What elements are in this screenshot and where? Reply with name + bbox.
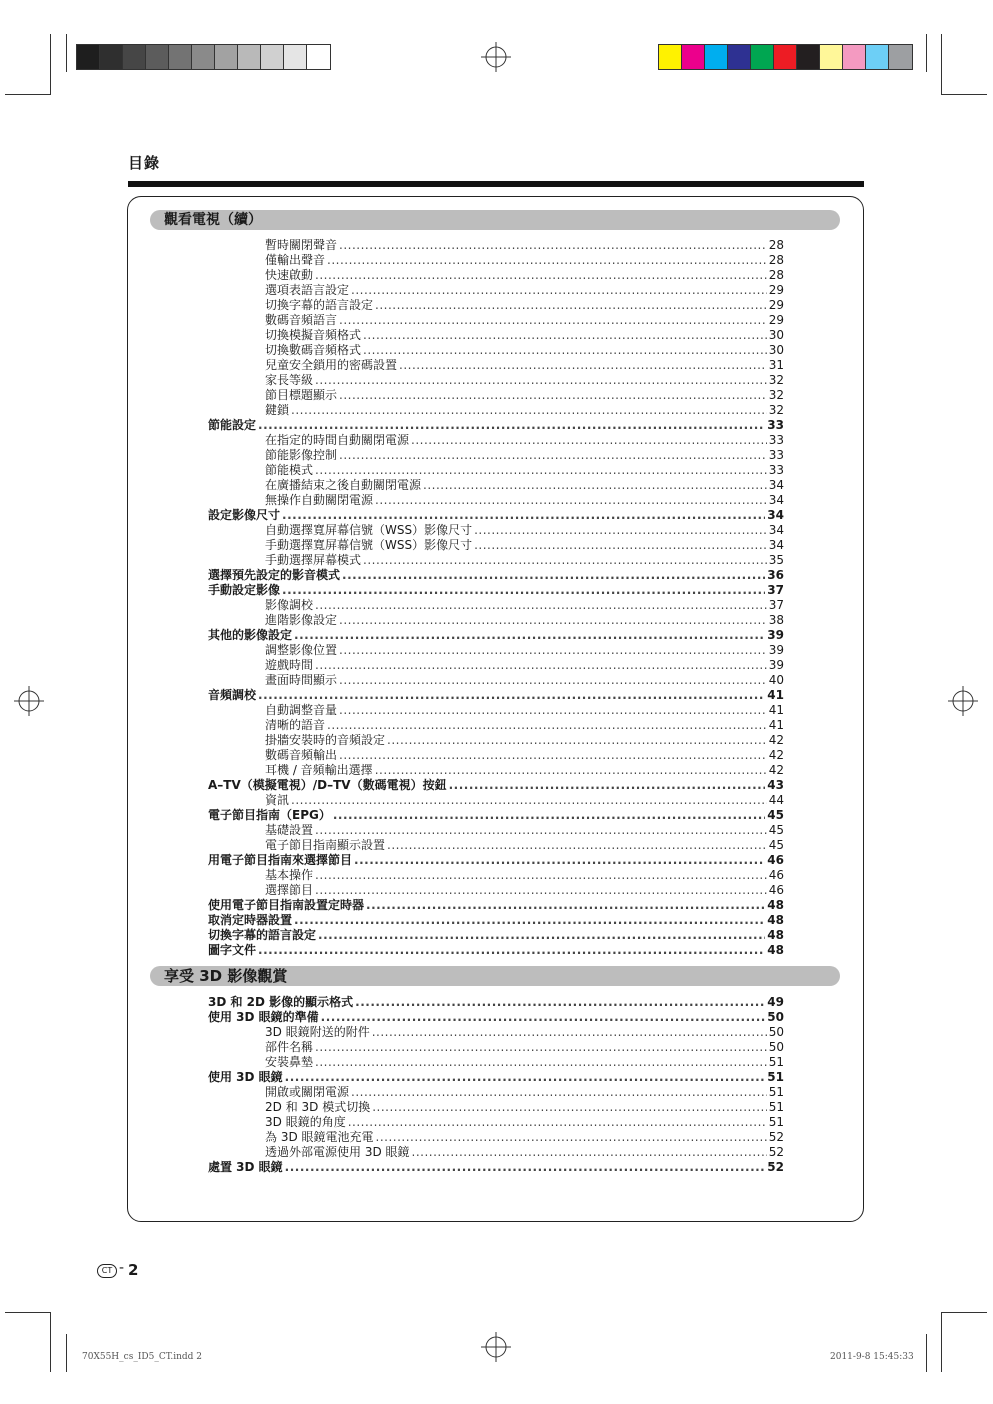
toc-entry-title: 切換字幕的語言設定 bbox=[208, 928, 317, 942]
dot-leader bbox=[342, 568, 765, 583]
toc-entry-page: 35 bbox=[768, 553, 784, 567]
crop-mark bbox=[50, 1312, 51, 1372]
crop-mark bbox=[50, 34, 51, 94]
dot-leader bbox=[315, 1040, 767, 1055]
toc-entry-title: 數碼音頻語言 bbox=[265, 313, 338, 327]
dot-leader bbox=[285, 1070, 766, 1085]
toc-entry[interactable] bbox=[208, 673, 784, 688]
toc-entry-page: 39 bbox=[767, 628, 784, 642]
toc-entry-page: 34 bbox=[768, 493, 784, 507]
toc-entry-title: 快速啟動 bbox=[265, 268, 314, 282]
toc-entry-page: 38 bbox=[768, 613, 784, 627]
dot-leader bbox=[339, 313, 767, 328]
toc-entry-page: 32 bbox=[768, 403, 784, 417]
toc-entry[interactable] bbox=[208, 403, 784, 418]
toc-entry[interactable] bbox=[208, 1160, 784, 1175]
dot-leader bbox=[387, 838, 767, 853]
section-header-3d bbox=[150, 966, 840, 986]
toc-entry[interactable] bbox=[208, 313, 784, 328]
toc-entry-title: 透過外部電源使用 3D 眼鏡 bbox=[265, 1145, 410, 1159]
color-swatch bbox=[774, 45, 797, 69]
toc-entry-title: 畫面時間顯示 bbox=[265, 673, 338, 687]
dot-leader bbox=[258, 943, 765, 958]
toc-entry[interactable] bbox=[208, 1115, 784, 1130]
toc-entry-title: 自動選擇寬屏幕信號（WSS）影像尺寸 bbox=[265, 523, 473, 537]
dot-leader bbox=[258, 418, 765, 433]
toc-entry-page: 41 bbox=[768, 718, 784, 732]
toc-entry[interactable] bbox=[208, 838, 784, 853]
heading-rule bbox=[128, 181, 864, 187]
toc-entry[interactable] bbox=[208, 643, 784, 658]
toc-entry-title: 無操作自動關閉電源 bbox=[265, 493, 374, 507]
toc-entry-title: 兒童安全鎖用的密碼設置 bbox=[265, 358, 398, 372]
toc-entry-page: 48 bbox=[767, 928, 784, 942]
crop-mark bbox=[5, 94, 51, 95]
toc-entry[interactable] bbox=[208, 328, 784, 343]
dot-leader bbox=[294, 913, 765, 928]
dot-leader bbox=[315, 268, 767, 283]
toc-entry[interactable] bbox=[208, 703, 784, 718]
color-swatch bbox=[705, 45, 728, 69]
toc-entry[interactable] bbox=[208, 373, 784, 388]
slug-filename: 70X55H_cs_ID5_CT.indd 2 bbox=[82, 1352, 203, 1362]
toc-entry-title: 3D 眼鏡的角度 bbox=[265, 1115, 346, 1129]
toc-entry[interactable] bbox=[208, 1100, 784, 1115]
toc-entry-title: A–TV（模擬電視）/D–TV（數碼電視）按鈕 bbox=[208, 778, 447, 792]
dot-leader bbox=[333, 808, 765, 823]
registration-mark-icon bbox=[948, 686, 978, 716]
color-swatch bbox=[146, 45, 169, 69]
toc-entry-title: 開啟或關閉電源 bbox=[265, 1085, 350, 1099]
toc-entry-title: 使用 3D 眼鏡的準備 bbox=[208, 1010, 319, 1024]
toc-entry[interactable] bbox=[208, 343, 784, 358]
dot-leader bbox=[339, 238, 767, 253]
color-swatch bbox=[192, 45, 215, 69]
toc-entry-title: 3D 眼鏡附送的附件 bbox=[265, 1025, 370, 1039]
toc-entry[interactable] bbox=[208, 733, 784, 748]
registration-mark-icon bbox=[481, 1332, 511, 1362]
dot-leader bbox=[399, 358, 767, 373]
page-number: 2 bbox=[128, 1261, 139, 1279]
toc-entry-title: 為 3D 眼鏡電池充電 bbox=[265, 1130, 374, 1144]
toc-entry[interactable] bbox=[208, 448, 784, 463]
color-swatch bbox=[307, 45, 330, 69]
section-title: 觀看電視（續） bbox=[164, 212, 262, 228]
toc-entry[interactable] bbox=[208, 628, 784, 643]
toc-entry-page: 39 bbox=[768, 643, 784, 657]
toc-entry[interactable] bbox=[208, 283, 784, 298]
toc-entry-page: 29 bbox=[768, 298, 784, 312]
color-swatch bbox=[284, 45, 307, 69]
dot-leader bbox=[351, 283, 767, 298]
toc-entry[interactable] bbox=[208, 943, 784, 958]
toc-entry-page: 42 bbox=[768, 748, 784, 762]
toc-entry[interactable] bbox=[208, 238, 784, 253]
dot-leader bbox=[375, 763, 767, 778]
toc-entry-title: 節能模式 bbox=[265, 463, 314, 477]
toc-entry-title: 其他的影像設定 bbox=[208, 628, 293, 642]
toc-entry[interactable] bbox=[208, 388, 784, 403]
dot-leader bbox=[294, 628, 765, 643]
dot-leader bbox=[354, 853, 765, 868]
dot-leader bbox=[321, 1010, 766, 1025]
toc-entry-title: 自動調整音量 bbox=[265, 703, 338, 717]
toc-entry-title: 2D 和 3D 模式切換 bbox=[265, 1100, 371, 1114]
toc-entry-title: 切換字幕的語言設定 bbox=[265, 298, 374, 312]
toc-entry-title: 圖字文件 bbox=[208, 943, 257, 957]
registration-mark-icon bbox=[481, 42, 511, 72]
dot-leader bbox=[372, 1025, 767, 1040]
toc-entry-page: 41 bbox=[768, 703, 784, 717]
toc-entry[interactable] bbox=[208, 763, 784, 778]
toc-entry[interactable] bbox=[208, 823, 784, 838]
color-swatch bbox=[100, 45, 123, 69]
toc-entry-title: 掛牆安裝時的音頻設定 bbox=[265, 733, 386, 747]
toc-entry-page: 37 bbox=[768, 598, 784, 612]
dot-leader bbox=[339, 613, 767, 628]
toc-entry-title: 在指定的時間自動關閉電源 bbox=[265, 433, 410, 447]
toc-entry-page: 49 bbox=[767, 995, 784, 1009]
dot-leader bbox=[412, 1145, 767, 1160]
toc-entry[interactable] bbox=[208, 253, 784, 268]
toc-entry[interactable] bbox=[208, 898, 784, 913]
color-swatch bbox=[261, 45, 284, 69]
toc-entry-title: 安裝鼻墊 bbox=[265, 1055, 314, 1069]
toc-entry-page: 39 bbox=[768, 658, 784, 672]
toc-entry-page: 28 bbox=[768, 238, 784, 252]
toc-entry[interactable] bbox=[208, 778, 784, 793]
toc-entry[interactable] bbox=[208, 523, 784, 538]
color-swatch bbox=[215, 45, 238, 69]
dot-leader bbox=[315, 823, 767, 838]
toc-entry-title: 處置 3D 眼鏡 bbox=[208, 1160, 283, 1174]
toc-entry-page: 36 bbox=[767, 568, 784, 582]
toc-entry-title: 進階影像設定 bbox=[265, 613, 338, 627]
toc-entry-title: 手動選擇屏幕模式 bbox=[265, 553, 362, 567]
dot-leader bbox=[366, 898, 765, 913]
toc-entry[interactable] bbox=[208, 748, 784, 763]
toc-entry[interactable] bbox=[208, 358, 784, 373]
toc-entry[interactable] bbox=[208, 508, 784, 523]
toc-entry-page: 37 bbox=[767, 583, 784, 597]
toc-entry-page: 34 bbox=[768, 478, 784, 492]
toc-entry[interactable] bbox=[208, 1130, 784, 1145]
dot-leader bbox=[339, 448, 767, 463]
toc-entry-page: 30 bbox=[768, 328, 784, 342]
color-swatch bbox=[866, 45, 889, 69]
toc-entry[interactable] bbox=[208, 598, 784, 613]
toc-entry-title: 調整影像位置 bbox=[265, 643, 338, 657]
toc-entry[interactable] bbox=[208, 928, 784, 943]
dot-leader bbox=[282, 583, 765, 598]
toc-entry[interactable] bbox=[208, 995, 784, 1010]
toc-entry-title: 節能影像控制 bbox=[265, 448, 338, 462]
dot-leader bbox=[387, 733, 767, 748]
dot-leader bbox=[315, 868, 767, 883]
dot-leader bbox=[375, 298, 767, 313]
toc-entry[interactable] bbox=[208, 493, 784, 508]
toc-entry-page: 31 bbox=[768, 358, 784, 372]
toc-entry[interactable] bbox=[208, 1055, 784, 1070]
toc-entry-page: 50 bbox=[767, 1010, 784, 1024]
toc-entry-page: 48 bbox=[767, 943, 784, 957]
toc-entry[interactable] bbox=[208, 658, 784, 673]
toc-entry-title: 在廣播結束之後自動關閉電源 bbox=[265, 478, 422, 492]
toc-entry-page: 30 bbox=[768, 343, 784, 357]
registration-mark-icon bbox=[14, 686, 44, 716]
toc-entry[interactable] bbox=[208, 613, 784, 628]
dot-leader bbox=[351, 1085, 767, 1100]
crop-mark bbox=[5, 1312, 51, 1313]
dot-leader bbox=[376, 1130, 767, 1145]
toc-entry-page: 33 bbox=[768, 463, 784, 477]
toc-entry-page: 45 bbox=[767, 808, 784, 822]
toc-entry[interactable] bbox=[208, 853, 784, 868]
toc-entry-page: 29 bbox=[768, 313, 784, 327]
dot-leader bbox=[291, 403, 767, 418]
dot-leader bbox=[315, 883, 767, 898]
slug-timestamp: 2011-9-8 15:45:33 bbox=[830, 1352, 914, 1362]
toc-entry-title: 手動設定影像 bbox=[208, 583, 281, 597]
toc-entry-title: 設定影像尺寸 bbox=[208, 508, 281, 522]
color-swatch bbox=[751, 45, 774, 69]
language-badge: CT bbox=[97, 1264, 117, 1278]
toc-entry[interactable] bbox=[208, 808, 784, 823]
toc-entry-title: 遊戲時間 bbox=[265, 658, 314, 672]
toc-entry-title: 選項表語言設定 bbox=[265, 283, 350, 297]
toc-entry[interactable] bbox=[208, 583, 784, 598]
crop-mark bbox=[941, 1312, 942, 1372]
toc-entry-page: 50 bbox=[768, 1025, 784, 1039]
toc-entry-page: 28 bbox=[768, 268, 784, 282]
dot-leader bbox=[315, 658, 767, 673]
dot-leader bbox=[282, 508, 765, 523]
toc-entry-page: 42 bbox=[768, 733, 784, 747]
toc-entry-page: 52 bbox=[767, 1160, 784, 1174]
toc-entry-title: 切換模擬音頻格式 bbox=[265, 328, 362, 342]
toc-entry-title: 部件名稱 bbox=[265, 1040, 314, 1054]
color-swatch bbox=[77, 45, 100, 69]
toc-entry-page: 50 bbox=[768, 1040, 784, 1054]
toc-entry-title: 影像調校 bbox=[265, 598, 314, 612]
toc-list-3d bbox=[208, 995, 784, 1175]
toc-entry-title: 使用 3D 眼鏡 bbox=[208, 1070, 283, 1084]
color-swatch bbox=[169, 45, 192, 69]
toc-entry[interactable] bbox=[208, 418, 784, 433]
toc-entry-title: 切換數碼音頻格式 bbox=[265, 343, 362, 357]
toc-entry-page: 52 bbox=[768, 1145, 784, 1159]
toc-entry[interactable] bbox=[208, 568, 784, 583]
dot-leader bbox=[449, 778, 766, 793]
process-color-bar bbox=[658, 44, 913, 70]
toc-entry-page: 32 bbox=[768, 388, 784, 402]
dot-leader bbox=[285, 1160, 766, 1175]
toc-entry[interactable] bbox=[208, 433, 784, 448]
toc-entry-title: 清晰的語音 bbox=[265, 718, 326, 732]
toc-entry-page: 48 bbox=[767, 913, 784, 927]
toc-entry-title: 手動選擇寬屏幕信號（WSS）影像尺寸 bbox=[265, 538, 473, 552]
dot-leader bbox=[315, 373, 767, 388]
crop-mark bbox=[941, 94, 987, 95]
crop-mark bbox=[926, 34, 927, 72]
crop-mark bbox=[66, 34, 67, 72]
toc-entry[interactable] bbox=[208, 868, 784, 883]
page-number-separator: - bbox=[119, 1260, 125, 1276]
toc-entry-page: 46 bbox=[767, 853, 784, 867]
dot-leader bbox=[339, 703, 767, 718]
toc-entry-page: 51 bbox=[768, 1055, 784, 1069]
toc-entry-title: 取消定時器設置 bbox=[208, 913, 293, 927]
toc-entry-title: 暫時關閉聲音 bbox=[265, 238, 338, 252]
toc-entry-page: 34 bbox=[768, 538, 784, 552]
crop-mark bbox=[66, 1334, 67, 1372]
section-header-watching-tv bbox=[150, 210, 840, 230]
toc-entry-page: 46 bbox=[768, 883, 784, 897]
toc-entry-page: 45 bbox=[768, 823, 784, 837]
color-swatch bbox=[659, 45, 682, 69]
toc-entry-title: 節能設定 bbox=[208, 418, 257, 432]
toc-entry-title: 電子節目指南（EPG） bbox=[208, 808, 331, 822]
toc-entry-title: 數碼音頻輸出 bbox=[265, 748, 338, 762]
toc-entry[interactable] bbox=[208, 913, 784, 928]
dot-leader bbox=[327, 718, 767, 733]
toc-entry-title: 3D 和 2D 影像的顯示格式 bbox=[208, 995, 354, 1009]
toc-entry-page: 43 bbox=[767, 778, 784, 792]
dot-leader bbox=[327, 253, 767, 268]
dot-leader bbox=[411, 433, 767, 448]
color-swatch bbox=[820, 45, 843, 69]
crop-mark bbox=[926, 1334, 927, 1372]
dot-leader bbox=[258, 688, 765, 703]
dot-leader bbox=[339, 673, 767, 688]
toc-entry-page: 33 bbox=[767, 418, 784, 432]
dot-leader bbox=[348, 1115, 767, 1130]
crop-mark bbox=[941, 34, 942, 94]
toc-entry-title: 選擇預先設定的影音模式 bbox=[208, 568, 341, 582]
toc-entry-page: 46 bbox=[768, 868, 784, 882]
toc-entry-page: 48 bbox=[767, 898, 784, 912]
color-swatch bbox=[797, 45, 820, 69]
toc-entry-page: 51 bbox=[768, 1085, 784, 1099]
toc-entry-title: 使用電子節目指南設置定時器 bbox=[208, 898, 365, 912]
toc-entry[interactable] bbox=[208, 718, 784, 733]
dot-leader bbox=[339, 643, 767, 658]
toc-entry[interactable] bbox=[208, 478, 784, 493]
toc-entry[interactable] bbox=[208, 298, 784, 313]
toc-entry-title: 耳機 / 音頻輸出選擇 bbox=[265, 763, 373, 777]
dot-leader bbox=[375, 493, 767, 508]
toc-entry[interactable] bbox=[208, 1085, 784, 1100]
dot-leader bbox=[315, 463, 767, 478]
toc-entry-title: 選擇節目 bbox=[265, 883, 314, 897]
toc-entry-page: 51 bbox=[768, 1100, 784, 1114]
toc-entry-title: 電子節目指南顯示設置 bbox=[265, 838, 386, 852]
gray-color-bar bbox=[76, 44, 331, 70]
toc-entry-page: 28 bbox=[768, 253, 784, 267]
toc-entry-page: 40 bbox=[768, 673, 784, 687]
toc-entry[interactable] bbox=[208, 793, 784, 808]
toc-entry-page: 51 bbox=[767, 1070, 784, 1084]
toc-entry-page: 52 bbox=[768, 1130, 784, 1144]
toc-entry-page: 29 bbox=[768, 283, 784, 297]
toc-entry-title: 家長等級 bbox=[265, 373, 314, 387]
toc-entry-title: 資訊 bbox=[265, 793, 290, 807]
dot-leader bbox=[372, 1100, 767, 1115]
toc-entry-page: 44 bbox=[768, 793, 784, 807]
toc-entry[interactable] bbox=[208, 553, 784, 568]
color-swatch bbox=[123, 45, 146, 69]
toc-list-watching-tv bbox=[208, 238, 784, 958]
dot-leader bbox=[318, 928, 765, 943]
toc-entry-page: 34 bbox=[768, 523, 784, 537]
dot-leader bbox=[363, 328, 767, 343]
toc-entry[interactable] bbox=[208, 1040, 784, 1055]
color-swatch bbox=[238, 45, 261, 69]
toc-entry-title: 節目標題顯示 bbox=[265, 388, 338, 402]
toc-entry-title: 音頻調校 bbox=[208, 688, 257, 702]
page-title: 目錄 bbox=[128, 154, 161, 172]
toc-entry-title: 用電子節目指南來選擇節目 bbox=[208, 853, 353, 867]
toc-entry-page: 32 bbox=[768, 373, 784, 387]
toc-entry[interactable] bbox=[208, 883, 784, 898]
toc-entry-page: 33 bbox=[768, 433, 784, 447]
color-swatch bbox=[889, 45, 912, 69]
toc-entry[interactable] bbox=[208, 1025, 784, 1040]
dot-leader bbox=[363, 343, 767, 358]
color-swatch bbox=[728, 45, 751, 69]
toc-entry[interactable] bbox=[208, 1145, 784, 1160]
toc-entry-page: 41 bbox=[767, 688, 784, 702]
toc-entry-title: 鍵鎖 bbox=[265, 403, 290, 417]
toc-entry-page: 33 bbox=[768, 448, 784, 462]
dot-leader bbox=[339, 748, 767, 763]
dot-leader bbox=[363, 553, 767, 568]
toc-entry-page: 45 bbox=[768, 838, 784, 852]
toc-entry[interactable] bbox=[208, 688, 784, 703]
toc-entry[interactable] bbox=[208, 268, 784, 283]
crop-mark bbox=[941, 1312, 987, 1313]
dot-leader bbox=[474, 538, 767, 553]
section-title: 享受 3D 影像觀賞 bbox=[164, 967, 288, 985]
toc-entry-title: 基礎設置 bbox=[265, 823, 314, 837]
dot-leader bbox=[423, 478, 767, 493]
dot-leader bbox=[315, 1055, 767, 1070]
toc-entry-page: 51 bbox=[768, 1115, 784, 1129]
dot-leader bbox=[291, 793, 767, 808]
color-swatch bbox=[682, 45, 705, 69]
toc-entry[interactable] bbox=[208, 1070, 784, 1085]
dot-leader bbox=[355, 995, 765, 1010]
toc-entry-title: 僅輸出聲音 bbox=[265, 253, 326, 267]
toc-entry-page: 42 bbox=[768, 763, 784, 777]
dot-leader bbox=[474, 523, 767, 538]
dot-leader bbox=[315, 598, 767, 613]
color-swatch bbox=[843, 45, 866, 69]
toc-entry[interactable] bbox=[208, 463, 784, 478]
toc-entry-page: 34 bbox=[767, 508, 784, 522]
toc-entry[interactable] bbox=[208, 1010, 784, 1025]
dot-leader bbox=[339, 388, 767, 403]
toc-entry[interactable] bbox=[208, 538, 784, 553]
toc-entry-title: 基本操作 bbox=[265, 868, 314, 882]
